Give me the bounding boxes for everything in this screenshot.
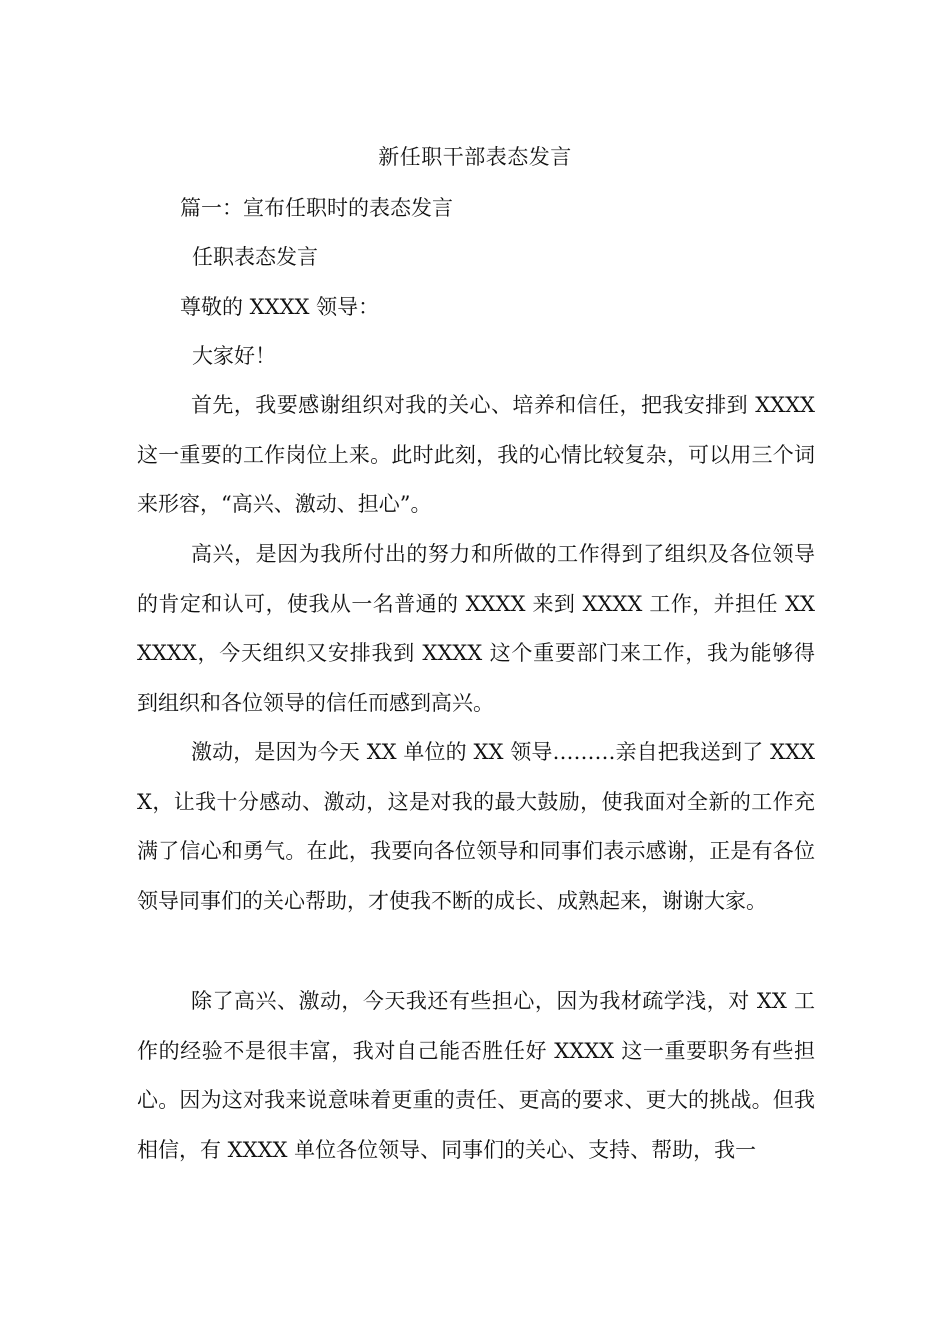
paragraph-3: 激动，是因为今天 XX 单位的 XX 领导………亲自把我送到了 XXXX，让我十分感动、激动，这是对我的最大鼓励，使我面对全新的工作充满了信心和勇气。在此，我要向各位领导和同事们表示感谢，正是有各位领导同事们的关心帮助，才使我不断的成长、成熟起来，谢谢大家。 (137, 740, 815, 913)
document-title: 新任职干部表态发言 (378, 145, 572, 169)
paragraph-4: 除了高兴、激动，今天我还有些担心，因为我材疏学浅，对 XX 工作的经验不是很丰富，我对自己能否胜任好 XXXX 这一重要职务有些担心。因为这对我来说意味着更重的责任、更高的要求、更大的挑战。但我相信，有 XXXX 单位各位领导、同事们的关心、支持、帮助，我一 (137, 989, 815, 1162)
paragraph-1: 首先，我要感谢组织对我的关心、培养和信任，把我安排到 XXXX 这一重要的工作岗位上来。此时此刻，我的心情比较复杂，可以用三个词来形容，“高兴、激动、担心”。 (137, 393, 815, 516)
subheading: 任职表态发言 (192, 245, 318, 269)
section-heading: 篇一：宣布任职时的表态发言 (180, 196, 453, 220)
salutation: 尊敬的 XXXX 领导： (180, 295, 380, 319)
paragraph-2: 高兴，是因为我所付出的努力和所做的工作得到了组织及各位领导的肯定和认可，使我从一名普通的 XXXX 来到 XXXX 工作，并担任 XXXXXX，今天组织又安排我到 XXXX 这个重要部门来工作，我为能够得到组织和各位领导的信任而感到高兴。 (137, 542, 815, 715)
greeting: 大家好！ (192, 344, 276, 368)
